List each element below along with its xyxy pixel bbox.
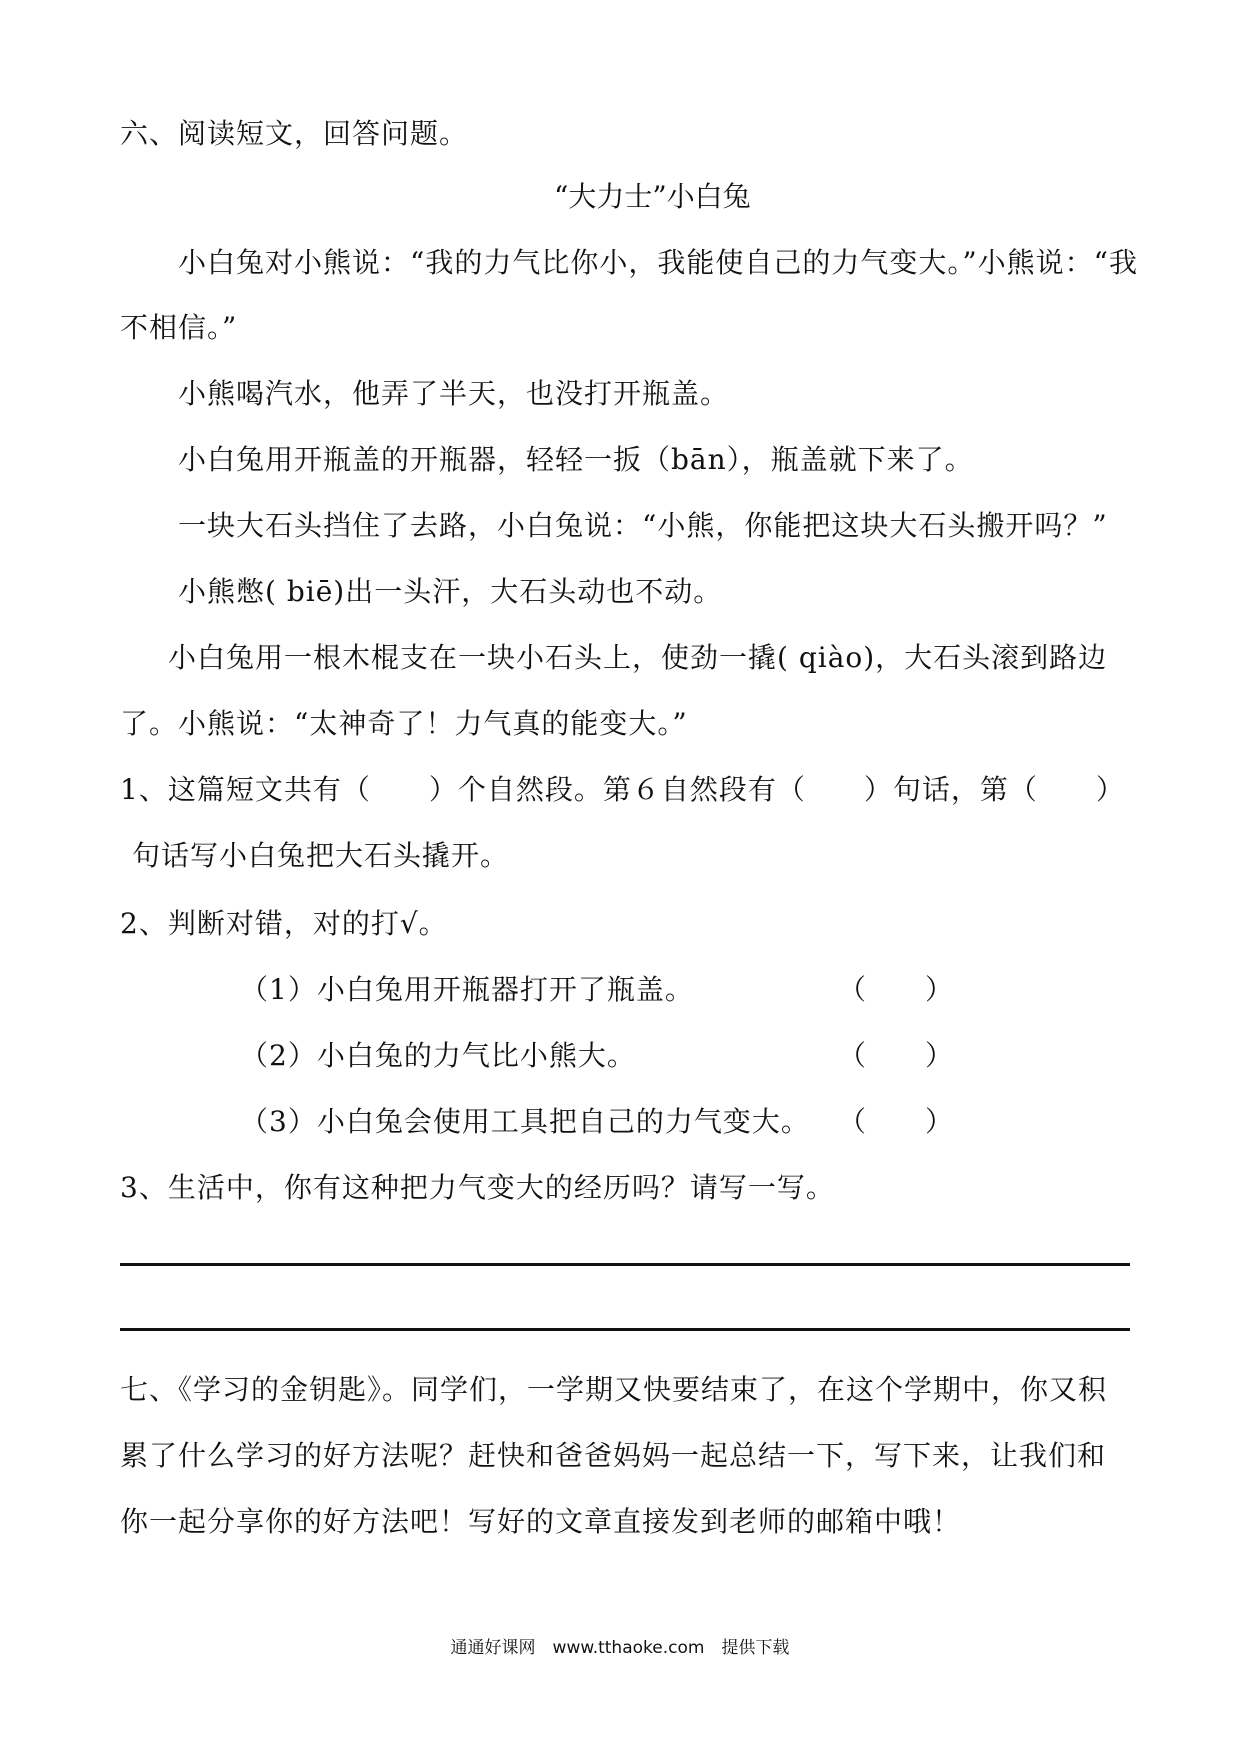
paragraph-1-line-1: 小白兔对小熊说：“我的力气比你小，我能使自己的力气变大。”小熊说：“我 [178,246,1138,279]
paragraph-1-line-2: 不相信。” [120,311,238,344]
footer-download-note: 通通好课网 www.tthaoke.com 提供下载 [450,1638,790,1658]
answer-line-2[interactable] [120,1328,1130,1331]
judgment-blank-2[interactable]: （ ） [838,1039,955,1072]
section7-line-2: 累了什么学习的好方法呢？赶快和爸爸妈妈一起总结一下，写下来，让我们和 [120,1439,1107,1472]
paragraph-4: 一块大石头挡住了去路，小白兔说：“小熊，你能把这块大石头搬开吗？” [178,509,1108,542]
judgment-blank-1[interactable]: （ ） [838,973,955,1006]
question-2-heading: 2、判断对错，对的打√。 [120,907,448,940]
question-1-line-1: 1、这篇短文共有（ ）个自然段。第６自然段有（ ）句话，第（ ） [120,773,1125,806]
section6-heading: 六、阅读短文，回答问题。 [120,117,469,150]
section7-line-1: 七、《学习的金钥匙》。同学们，一学期又快要结束了，在这个学期中，你又积 [120,1373,1108,1406]
judgment-item-2: （2）小白兔的力气比小熊大。 [240,1039,636,1072]
judgment-item-1: （1）小白兔用开瓶器打开了瓶盖。 [240,973,694,1006]
paragraph-6-line-2: 了。小熊说：“太神奇了！力气真的能变大。” [120,707,688,740]
paragraph-3: 小白兔用开瓶盖的开瓶器，轻轻一扳（bān），瓶盖就下来了。 [178,443,974,476]
question-1-line-2: 句话写小白兔把大石头撬开。 [132,839,510,872]
paragraph-2: 小熊喝汽水，他弄了半天，也没打开瓶盖。 [178,377,730,410]
story-title: “大力士”小白兔 [554,180,751,213]
answer-line-1[interactable] [120,1263,1130,1266]
section7-line-3: 你一起分享你的好方法吧！写好的文章直接发到老师的邮箱中哦！ [120,1505,962,1538]
paragraph-5: 小熊憋( biē)出一头汗，大石头动也不动。 [178,575,723,608]
paragraph-6-line-1: 小白兔用一根木棍支在一块小石头上，使劲一撬( qiào)，大石头滚到路边 [168,641,1108,674]
question-3-heading: 3、生活中，你有这种把力气变大的经历吗？请写一写。 [120,1171,835,1204]
judgment-item-3: （3）小白兔会使用工具把自己的力气变大。 [240,1105,810,1138]
judgment-blank-3[interactable]: （ ） [838,1105,955,1138]
